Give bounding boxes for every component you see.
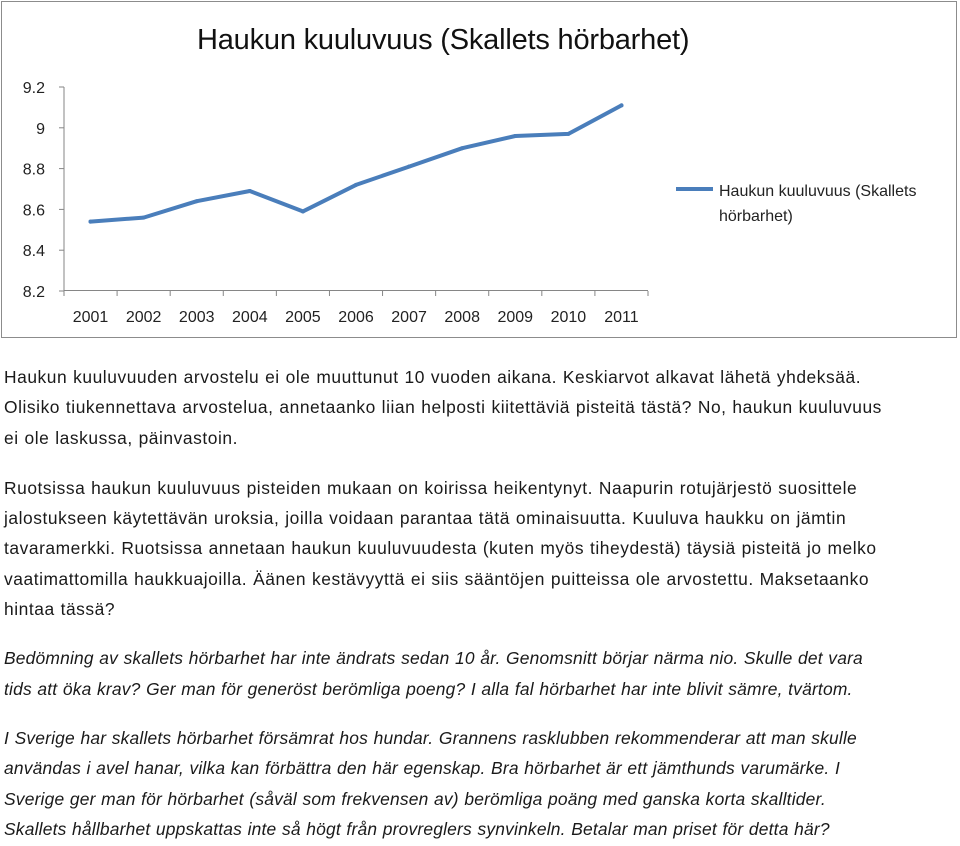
x-tick-label: 2002: [125, 309, 162, 326]
data-point: [248, 189, 252, 193]
data-point: [619, 103, 623, 107]
text-line: Ruotsissa haukun kuuluvuus pisteiden mukaan on koirissa heikentynyt. Naapurin rotujärjestö suosittele: [4, 477, 858, 498]
paragraph-finnish: [4, 473, 956, 624]
paragraph-swedish: [4, 723, 956, 844]
text-line: Sverige ger man för hörbarhet (såväl som frekvensen av) berömliga poäng med ganska korta skalltider.: [4, 788, 826, 809]
legend-label-line: hörbarhet): [719, 208, 793, 225]
data-point: [354, 183, 358, 187]
x-tick-label: 2009: [497, 309, 534, 326]
y-tick-label: 9: [36, 120, 45, 138]
chart-title: Haukun kuuluvuus (Skallets hörbarhet): [197, 24, 690, 56]
text-line: hintaa tässä?: [4, 599, 116, 620]
x-tick-label: 2005: [285, 309, 321, 326]
y-tick-label: 8.2: [22, 284, 45, 301]
text-line: Olisiko tiukennettava arvostelua, annetaanko liian helposti kiitettäviä pisteitä tästä? No, haukun kuuluvuus: [4, 397, 882, 418]
paragraph-finnish: [4, 362, 956, 453]
x-tick-label: 2003: [178, 309, 215, 326]
text-line: Skallets hållbarhet uppskattas inte så högt från provreglers synvinkeln. Betalar man priset för detta här?: [4, 818, 830, 839]
paragraph-swedish: [4, 643, 956, 704]
x-tick-label: 2004: [232, 309, 268, 326]
y-tick-label: 8.4: [22, 243, 45, 261]
text-line: tavaramerkki. Ruotsissa annetaan haukun kuuluvuudesta (kuten myös tiheydestä) täysiä pisteitä jo melko: [4, 538, 877, 559]
x-tick-label: 2001: [72, 309, 109, 326]
text-line: jalostukseen käytettävän uroksia, joilla voidaan parantaa tätä ominaisuutta. Kuuluva haukku on jämtin: [4, 508, 847, 529]
text-line: I Sverige har skallets hörbarhet försämrat hos hundar. Grannens rasklubben rekommenderar att man skulle: [4, 727, 857, 748]
legend: [676, 183, 921, 225]
data-point: [407, 165, 411, 169]
chart-plot: [2, 2, 958, 339]
x-tick-label: 2010: [550, 309, 587, 326]
data-point: [142, 216, 146, 220]
y-tick-label: 9.2: [22, 80, 45, 97]
data-point: [89, 220, 93, 224]
text-line: Haukun kuuluvuuden arvostelu ei ole muuttunut 10 vuoden aikana. Keskiarvot alkavat lähetä yhdeksää.: [4, 367, 862, 387]
x-tick-label: 2006: [338, 309, 374, 326]
data-point: [460, 146, 464, 150]
data-point: [301, 209, 305, 213]
text-line: Bedömning av skallets hörbarhet har inte ändrats sedan 10 år. Genomsnitt börjar närma nio. Skulle det vara: [4, 648, 863, 669]
legend-label-line: Haukun kuuluvuus (Skallets: [719, 183, 917, 200]
y-tick-label: 8.6: [22, 202, 45, 220]
legend-label: [719, 183, 921, 225]
text-line: ei ole laskussa, päinvastoin.: [4, 427, 238, 448]
chart-area: [1, 1, 957, 338]
y-tick-label: 8.8: [22, 161, 45, 179]
data-point: [513, 134, 517, 138]
x-tick-label: 2011: [604, 309, 639, 326]
article-body: [4, 362, 956, 844]
text-line: vaatimattomilla haukkuajoilla. Äänen kestävyyttä ei siis sääntöjen puitteissa ole arvostettu. Maksetaanko: [4, 568, 870, 589]
data-point: [566, 132, 570, 136]
text-line: tids att öka krav? Ger man för generöst berömliga poeng? I alla fal hörbarhet har inte blivit sämre, tvärtom.: [4, 678, 853, 699]
data-point: [195, 199, 199, 203]
text-line: användas i avel hanar, vilka kan förbättra den här egenskap. Bra hörbarhet är ett jämthunds varumärke. I: [4, 758, 840, 779]
data-line: [91, 105, 622, 221]
x-tick-label: 2007: [391, 309, 427, 326]
x-tick-label: 2008: [444, 309, 480, 326]
